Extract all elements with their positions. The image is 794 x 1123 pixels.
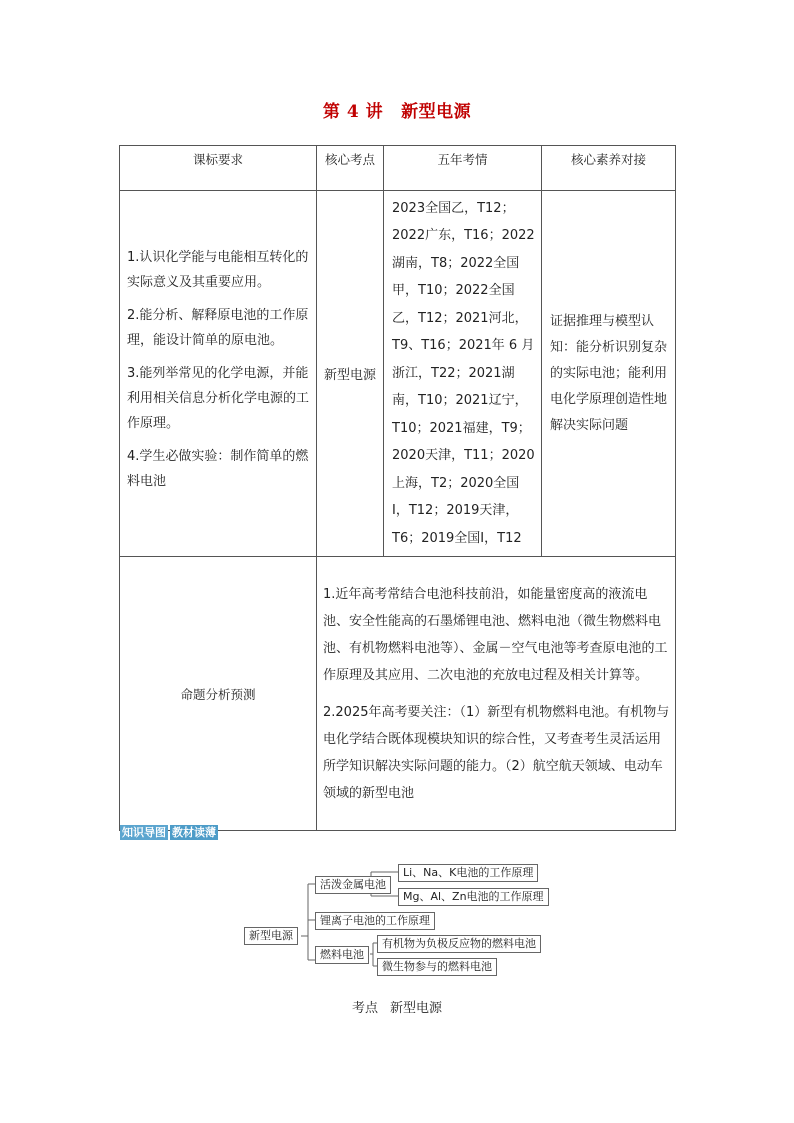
header-key-point: 核心考点 xyxy=(317,146,384,191)
mindmap-mg-al-zn: Mg、Al、Zn电池的工作原理 xyxy=(398,888,549,906)
literacy-cell: 证据推理与模型认知：能分析识别复杂的实际电池；能利用电化学原理创造性地解决实际问题 xyxy=(542,191,676,557)
mindmap-active-metal: 活泼金属电池 xyxy=(315,876,391,894)
prediction-item: 2.2025年高考要关注：（1）新型有机物燃料电池。有机物与电化学结合既体现模块知识的综合性，又考查考生灵活运用所学知识解决实际问题的能力。（2）航空航天领域、电动车领域的新型电池 xyxy=(323,704,670,801)
table-row xyxy=(120,191,676,557)
table-row xyxy=(120,557,676,831)
exam-history-cell: 2023全国乙，T12；2022广东，T16；2022湖南，T8；2022全国甲，T10；2022全国乙，T12；2021河北，T9、T16；2021年 6 月浙江，T22；2021湖南，T10；2021辽宁，T10；2021福建，T9；2020天津，T11；2020上海，T2；2020全国Ⅰ，T12；2019天津，T6；2019全国Ⅰ，T12 xyxy=(384,191,542,557)
table-header-row xyxy=(120,146,676,191)
mindmap-microbial-fuel: 微生物参与的燃料电池 xyxy=(377,958,497,976)
section-heading xyxy=(0,997,794,1016)
section-label: 考点 xyxy=(351,1001,378,1016)
prediction-label: 命题分析预测 xyxy=(120,557,317,831)
section-topic: 新型电源 xyxy=(390,1001,443,1016)
mindmap-lina-k: Li、Na、K电池的工作原理 xyxy=(398,864,538,882)
mindmap-organic-fuel: 有机物为负极反应物的燃料电池 xyxy=(377,935,541,953)
key-point-cell: 新型电源 xyxy=(317,191,384,557)
requirements-cell xyxy=(120,191,317,557)
prediction-cell xyxy=(317,557,676,831)
header-requirements: 课标要求 xyxy=(120,146,317,191)
mindmap-fuel-cell: 燃料电池 xyxy=(315,946,369,964)
requirement-item: 3.能列举常见的化学电源，并能利用相关信息分析化学电源的工作原理。 xyxy=(127,366,310,431)
requirement-item: 4.学生必做实验：制作简单的燃料电池 xyxy=(127,449,309,489)
section-tags xyxy=(120,825,218,840)
mindmap-lithium-ion: 锂离子电池的工作原理 xyxy=(315,912,435,930)
page-title xyxy=(0,97,794,122)
lecture-topic: 新型电源 xyxy=(401,102,472,122)
tag-textbook-reading: 教材读薄 xyxy=(172,826,216,839)
lecture-number: 第 4 讲 xyxy=(322,102,384,122)
curriculum-table xyxy=(119,145,676,831)
mindmap-root: 新型电源 xyxy=(244,927,298,945)
prediction-item: 1.近年高考常结合电池科技前沿，如能量密度高的液流电池、安全性能高的石墨烯锂电池、燃料电池（微生物燃料电池、有机物燃料电池等）、金属－空气电池等考查原电池的工作原理及其应用、二次电池的充放电过程及相关计算等。 xyxy=(323,586,668,683)
header-exam-history: 五年考情 xyxy=(384,146,542,191)
header-literacy: 核心素养对接 xyxy=(542,146,676,191)
requirement-item: 1.认识化学能与电能相互转化的实际意义及其重要应用。 xyxy=(127,250,309,290)
tag-knowledge-map: 知识导图 xyxy=(122,826,166,839)
requirement-item: 2.能分析、解释原电池的工作原理，能设计简单的原电池。 xyxy=(127,308,309,348)
